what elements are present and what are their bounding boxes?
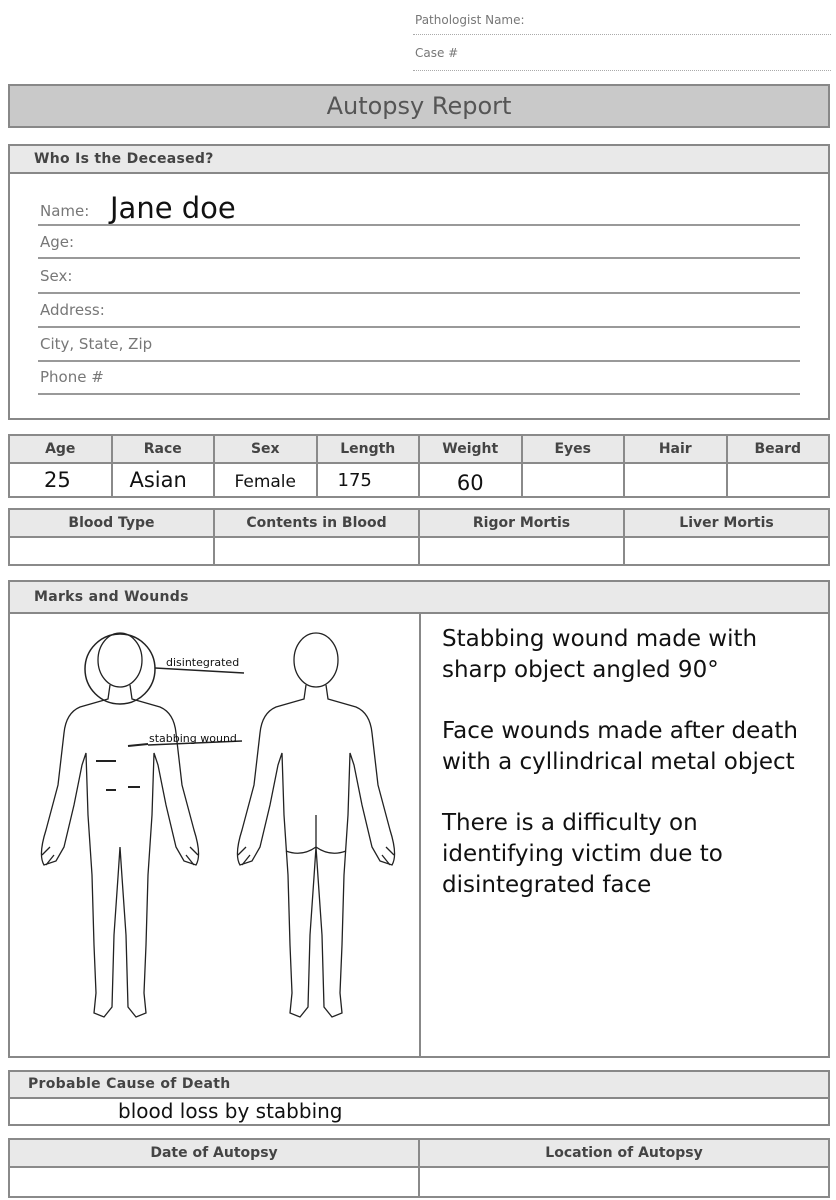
value-eyes: [522, 463, 625, 497]
face-annotation-circle: [85, 634, 155, 704]
header-contents-in-blood: Contents in Blood: [214, 509, 419, 537]
city-line: [38, 360, 800, 362]
address-label: Address:: [40, 301, 105, 319]
header-eyes: Eyes: [522, 435, 625, 463]
value-date-of-autopsy: [9, 1167, 419, 1197]
report-title: Autopsy Report: [8, 84, 830, 128]
value-age: 25: [9, 463, 112, 497]
value-blood-type: [9, 537, 214, 565]
marks-divider: [419, 612, 421, 1056]
header-rigor-mortis: Rigor Mortis: [419, 509, 624, 537]
physical-attributes-table: [8, 434, 830, 498]
stabbing-wound-annotation: stabbing wound: [149, 732, 237, 745]
value-race: Asian: [112, 463, 215, 497]
sex-line: [38, 292, 800, 294]
value-sex: Female: [214, 463, 317, 497]
value-beard: [727, 463, 830, 497]
blood-table: [8, 508, 830, 566]
note-identification: There is a difficulty on identifying victim due to disintegrated face: [442, 810, 723, 898]
autopsy-details-table: [8, 1138, 830, 1198]
header-blood-type: Blood Type: [9, 509, 214, 537]
city-state-zip-label: City, State, Zip: [40, 335, 153, 353]
age-label: Age:: [40, 233, 75, 251]
case-number-line: [413, 70, 831, 71]
name-value: Jane doe: [110, 191, 236, 225]
header-age: Age: [9, 435, 112, 463]
header-date-of-autopsy: Date of Autopsy: [9, 1139, 419, 1167]
header-hair: Hair: [624, 435, 727, 463]
note-stabbing: Stabbing wound made with sharp object angled 90°: [442, 626, 758, 683]
pathologist-name-line: [413, 34, 831, 35]
header-length: Length: [317, 435, 420, 463]
value-contents-in-blood: [214, 537, 419, 565]
back-body-figure: [237, 633, 394, 1017]
value-location-of-autopsy: [419, 1167, 829, 1197]
address-line: [38, 326, 800, 328]
note-face-wounds: Face wounds made after death with a cyllindrical metal object: [442, 718, 798, 775]
body-diagram: [20, 615, 416, 1045]
value-weight: 60: [419, 463, 522, 497]
header-weight: Weight: [419, 435, 522, 463]
case-number-label: Case #: [415, 46, 459, 60]
name-line: [38, 224, 800, 226]
cause-heading: Probable Cause of Death: [10, 1072, 828, 1099]
header-beard: Beard: [727, 435, 830, 463]
phone-line: [38, 393, 800, 395]
cause-value: blood loss by stabbing: [118, 1099, 343, 1123]
header-liver-mortis: Liver Mortis: [624, 509, 829, 537]
sex-label: Sex:: [40, 267, 73, 285]
deceased-heading: Who Is the Deceased?: [10, 146, 828, 174]
pathologist-name-label: Pathologist Name:: [415, 13, 525, 27]
value-rigor-mortis: [419, 537, 624, 565]
marks-heading: Marks and Wounds: [10, 582, 828, 614]
age-line: [38, 257, 800, 259]
header-location-of-autopsy: Location of Autopsy: [419, 1139, 829, 1167]
value-liver-mortis: [624, 537, 829, 565]
deceased-section: [8, 144, 830, 420]
phone-label: Phone #: [40, 368, 104, 386]
header-race: Race: [112, 435, 215, 463]
value-hair: [624, 463, 727, 497]
value-length: 175: [317, 463, 420, 497]
header-sex: Sex: [214, 435, 317, 463]
disintegrated-annotation: disintegrated: [166, 656, 240, 669]
front-body-figure: [41, 633, 198, 1017]
wound-notes: [442, 624, 822, 931]
name-label: Name:: [40, 202, 90, 220]
